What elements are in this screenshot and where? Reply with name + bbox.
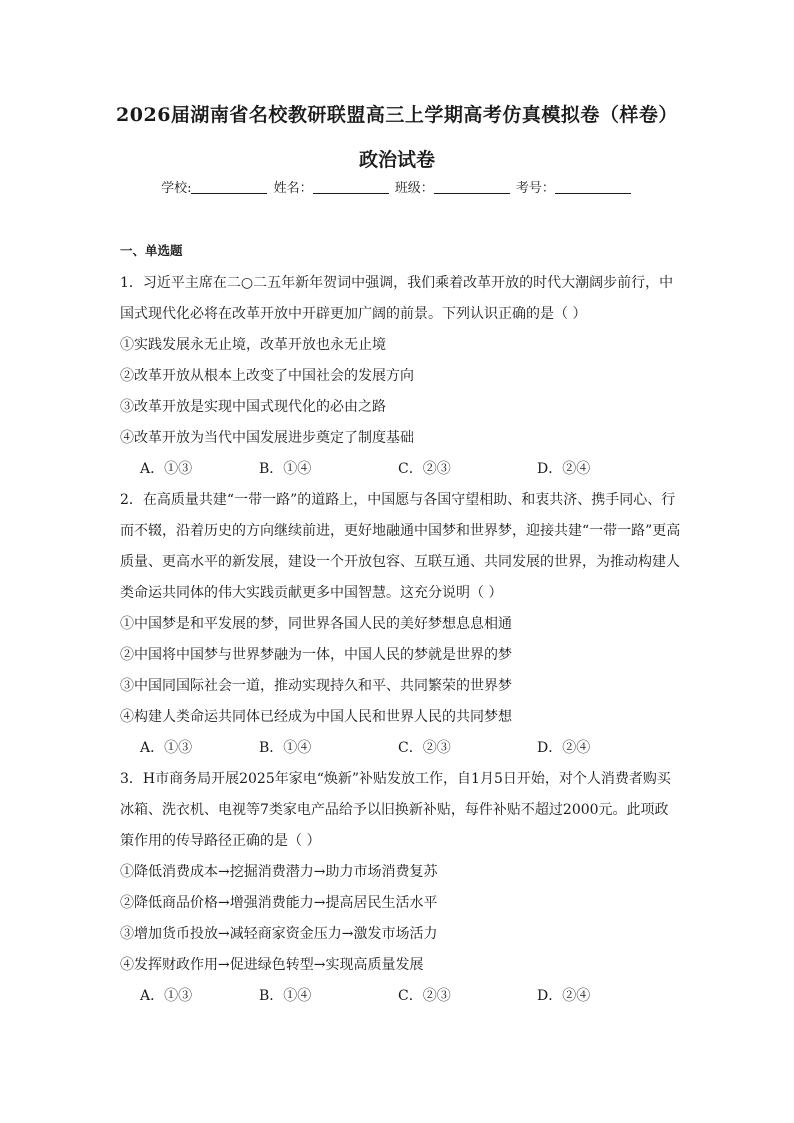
question-3-stem-line: 冰箱、洗衣机、电视等7类家电产品给予以旧换新补贴，每件补贴不超过2000元。此项政 (120, 802, 669, 818)
question-3-option: ③增加货币投放→减轻商家资金压力→激发市场活力 (120, 926, 438, 942)
name-field (274, 178, 391, 200)
exam-number-blank (555, 179, 631, 194)
exam-subject: 政治试卷 (358, 149, 435, 171)
school-field (161, 178, 269, 200)
exam-title: 2026届湖南省名校教研联盟高三上学期高考仿真模拟卷（样卷） (116, 104, 678, 126)
question-1-option: ②改革开放从根本上改变了中国社会的发展方向 (120, 368, 414, 384)
question-3-choices (120, 981, 680, 1012)
student-info-row (0, 178, 794, 200)
exam-number-field (516, 178, 633, 200)
choice-c[interactable]: C．②③ (398, 988, 451, 1004)
choice-d[interactable]: D．②④ (537, 461, 591, 477)
question-1-choices (120, 454, 680, 485)
question-1-option: ①实践发展永无止境，改革开放也永无止境 (120, 337, 386, 353)
question-2-option: ④构建人类命运共同体已经成为中国人民和世界人民的共同梦想 (120, 709, 512, 725)
question-1 (120, 268, 680, 485)
question-2-stem-line: 质量、更高水平的新发展，建设一个开放包容、互联互通、共同发展的世界，为推动构建人 (120, 554, 680, 570)
question-3 (120, 764, 680, 1012)
exam-content (120, 240, 680, 1012)
class-label: 班级： (394, 181, 434, 196)
question-1-stem-line: 1．习近平主席在二○二五年新年贺词中强调，我们乘着改革开放的时代大潮阔步前行，中 (120, 275, 674, 291)
question-1-option: ④改革开放为当代中国发展进步奠定了制度基础 (120, 430, 414, 446)
choice-a[interactable]: A．①③ (140, 988, 193, 1004)
choice-a[interactable]: A．①③ (140, 461, 193, 477)
question-3-stem-line: 策作用的传导路径正确的是（ ） (120, 833, 321, 849)
question-3-option: ①降低消费成本→挖掘消费潜力→助力市场消费复苏 (120, 864, 438, 880)
question-1-option: ③改革开放是实现中国式现代化的必由之路 (120, 399, 386, 415)
question-2-option: ①中国梦是和平发展的梦，同世界各国人民的美好梦想息息相通 (120, 616, 512, 632)
question-3-stem-line: 3．H市商务局开展2025年家电“焕新”补贴发放工作，自1月5日开始，对个人消费者购买 (120, 771, 671, 787)
choice-b[interactable]: B．①④ (259, 740, 312, 756)
choice-d[interactable]: D．②④ (537, 988, 591, 1004)
class-blank (434, 179, 510, 194)
question-3-option: ④发挥财政作用→促进绿色转型→实现高质量发展 (120, 957, 424, 973)
question-2-stem-line: 而不辍，沿着历史的方向继续前进，更好地融通中国梦和世界梦，迎接共建“一带一路”更高 (120, 523, 681, 539)
name-blank (313, 179, 389, 194)
question-3-option: ②降低商品价格→增强消费能力→提高居民生活水平 (120, 895, 438, 911)
choice-b[interactable]: B．①④ (259, 461, 312, 477)
question-2 (120, 485, 680, 764)
name-label: 姓名： (273, 181, 313, 196)
class-field (395, 178, 512, 200)
choice-b[interactable]: B．①④ (259, 988, 312, 1004)
question-2-choices (120, 733, 680, 764)
choice-a[interactable]: A．①③ (140, 740, 193, 756)
choice-c[interactable]: C．②③ (398, 740, 451, 756)
question-2-option: ②中国将中国梦与世界梦融为一体，中国人民的梦就是世界的梦 (120, 647, 512, 663)
question-2-stem-line: 类命运共同体的伟大实践贡献更多中国智慧。这充分说明（ ） (120, 585, 503, 601)
school-blank (191, 179, 267, 194)
school-label: 学校: (161, 181, 192, 196)
question-2-stem-line: 2．在高质量共建“一带一路”的道路上，中国愿与各国守望相助、和衷共济、携手同心、行 (120, 492, 676, 508)
exam-number-label: 考号： (515, 181, 555, 196)
choice-d[interactable]: D．②④ (537, 740, 591, 756)
question-2-option: ③中国同国际社会一道，推动实现持久和平、共同繁荣的世界梦 (120, 678, 512, 694)
choice-c[interactable]: C．②③ (398, 461, 451, 477)
question-1-stem-line: 国式现代化必将在改革开放中开辟更加广阔的前景。下列认识正确的是（ ） (120, 306, 587, 322)
section-title: 一、单选题 (120, 243, 183, 258)
